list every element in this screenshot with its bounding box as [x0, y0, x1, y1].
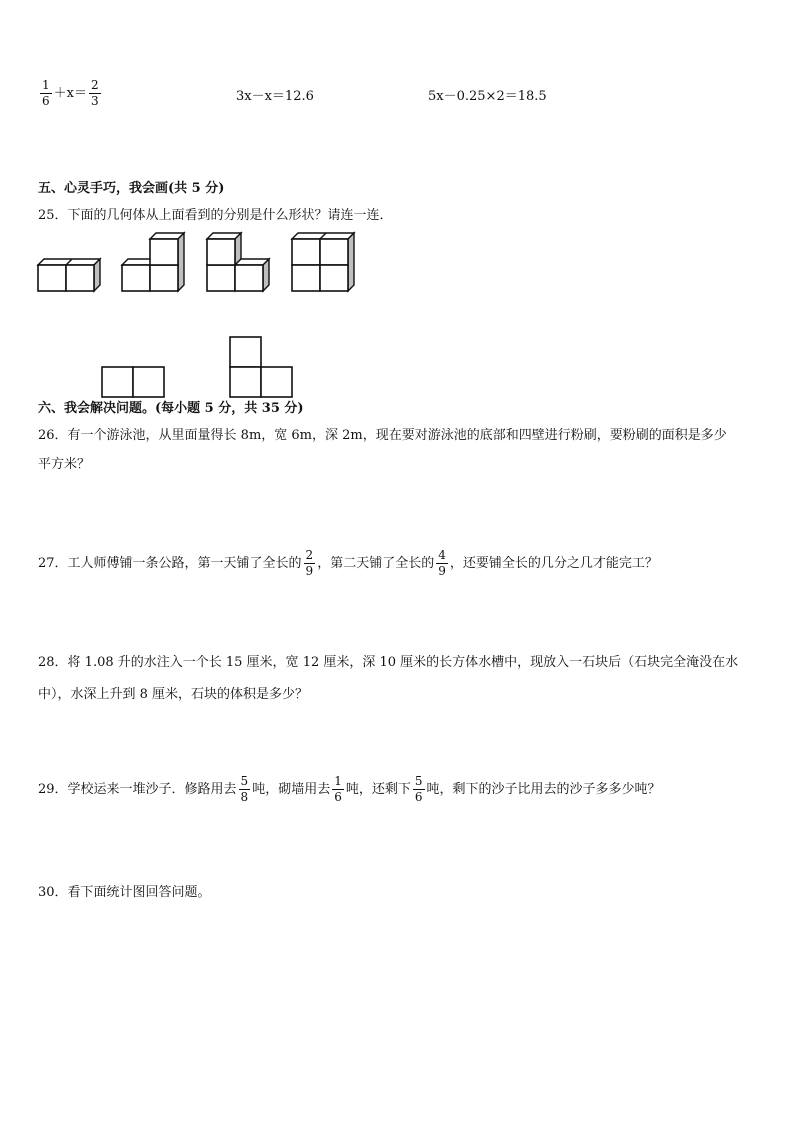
fraction: $\frac{1}{6}$: [334, 774, 342, 804]
equation-3: 5x－0.25×2＝18.5: [428, 89, 547, 104]
top-view-shape-2: [230, 337, 292, 397]
fraction: $\frac{5}{8}$: [240, 774, 249, 804]
fraction: $\frac{1}{6}$: [42, 78, 50, 108]
top-view-shape-1: [102, 367, 164, 397]
cube-figure-3: [207, 233, 269, 291]
question-28-line-2: 中），水深上升到 8 厘米，石块的体积是多少？: [38, 687, 309, 702]
question-28-line-1: 28．将 1.08 升的水注入一个长 15 厘米，宽 12 厘米，深 10 厘米的长方体水槽中，现放入一石块后（石块完全淹没在水: [38, 655, 739, 670]
cube-figures: [30, 228, 370, 298]
question-30: 30．看下面统计图回答问题。: [38, 885, 211, 900]
equation-2: 3x－x＝12.6: [236, 89, 314, 104]
question-26-line-2: 平方米？: [38, 457, 91, 472]
question-27: 27．工人师傅铺一条公路，第一天铺了全长的 $\frac{2}{9}$ ，第二天铺了全长的 $\frac{4}{9}$ ，还要铺全长的几分之几才能完工？: [38, 548, 658, 578]
cube-figure-1: [38, 259, 100, 291]
fraction: $\frac{4}{9}$: [438, 548, 446, 578]
fraction: $\frac{5}{6}$: [414, 774, 423, 804]
question-25: 25．下面的几何体从上面看到的分别是什么形状？请连一连．: [38, 208, 393, 223]
equation-1: $\frac{1}{6}$ ＋x＝ $\frac{2}{3}$: [42, 78, 99, 108]
question-29: 29．学校运来一堆沙子．修路用去 $\frac{5}{8}$ 吨，砌墙用去 $\frac{1}{6}$ 吨，还剩下 $\frac{5}{6}$ 吨，剩下的沙子比用去的沙子多多少吨？: [38, 774, 661, 804]
cube-figure-2: [122, 233, 184, 291]
fraction: $\frac{2}{9}$: [305, 548, 314, 578]
section-6-heading: 六、我会解决问题。(每小题 5 分，共 35 分): [38, 401, 304, 416]
section-5-heading: 五、心灵手巧，我会画(共 5 分): [38, 181, 225, 196]
top-view-shapes: [96, 332, 306, 400]
cube-figure-4: [292, 233, 354, 291]
fraction: $\frac{2}{3}$: [90, 78, 99, 108]
question-26-line-1: 26．有一个游泳池，从里面量得长 8m，宽 6m，深 2m，现在要对游泳池的底部和四壁进行粉刷，要粉刷的面积是多少: [38, 428, 727, 443]
